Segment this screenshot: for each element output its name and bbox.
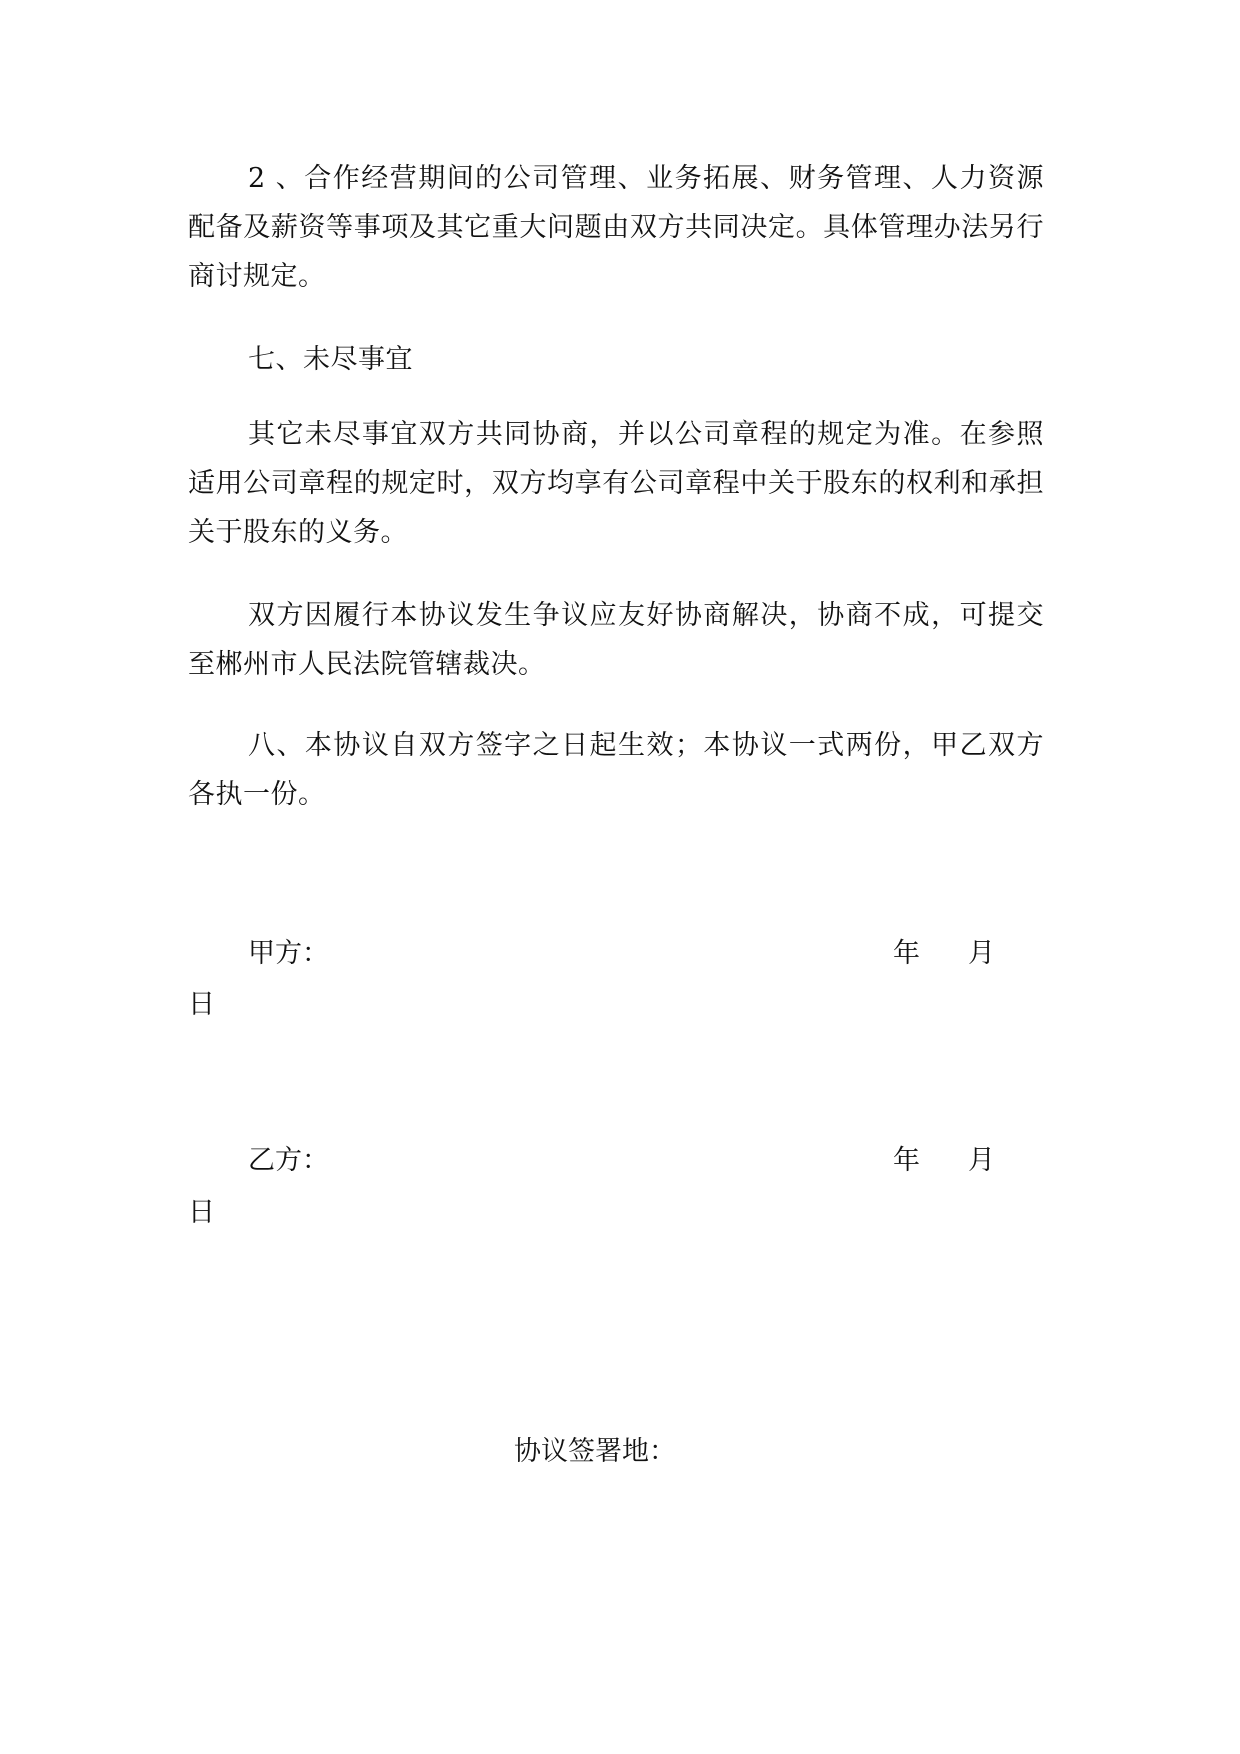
section-8-paragraph: 八、本协议自双方签字之日起生效；本协议一式两份，甲乙双方各执一份。 <box>188 730 1044 810</box>
paragraph-management: 2 、合作经营期间的公司管理、业务拓展、财务管理、人力资源配备及薪资等事项及其它重大问题由双方共同决定。具体管理办法另行商讨规定。 <box>188 163 1044 292</box>
section-7-heading: 七、未尽事宜 <box>248 344 413 375</box>
party-a-month: 月 <box>968 938 995 969</box>
party-b-year: 年 <box>893 1145 920 1176</box>
paragraph-unresolved-matters: 其它未尽事宜双方共同协商，并以公司章程的规定为准。在参照适用公司章程的规定时，双方均享有公司章程中关于股东的权利和承担关于股东的义务。 <box>188 419 1044 548</box>
party-a-label: 甲方： <box>248 938 329 969</box>
party-b-day: 日 <box>188 1197 215 1228</box>
party-a-day: 日 <box>188 989 215 1020</box>
signing-place-label: 协议签署地： <box>514 1436 676 1467</box>
paragraph-dispute-resolution: 双方因履行本协议发生争议应友好协商解决，协商不成，可提交至郴州市人民法院管辖裁决。 <box>188 600 1044 680</box>
party-b-month: 月 <box>968 1145 995 1176</box>
party-b-label: 乙方： <box>248 1145 329 1176</box>
party-a-year: 年 <box>893 938 920 969</box>
